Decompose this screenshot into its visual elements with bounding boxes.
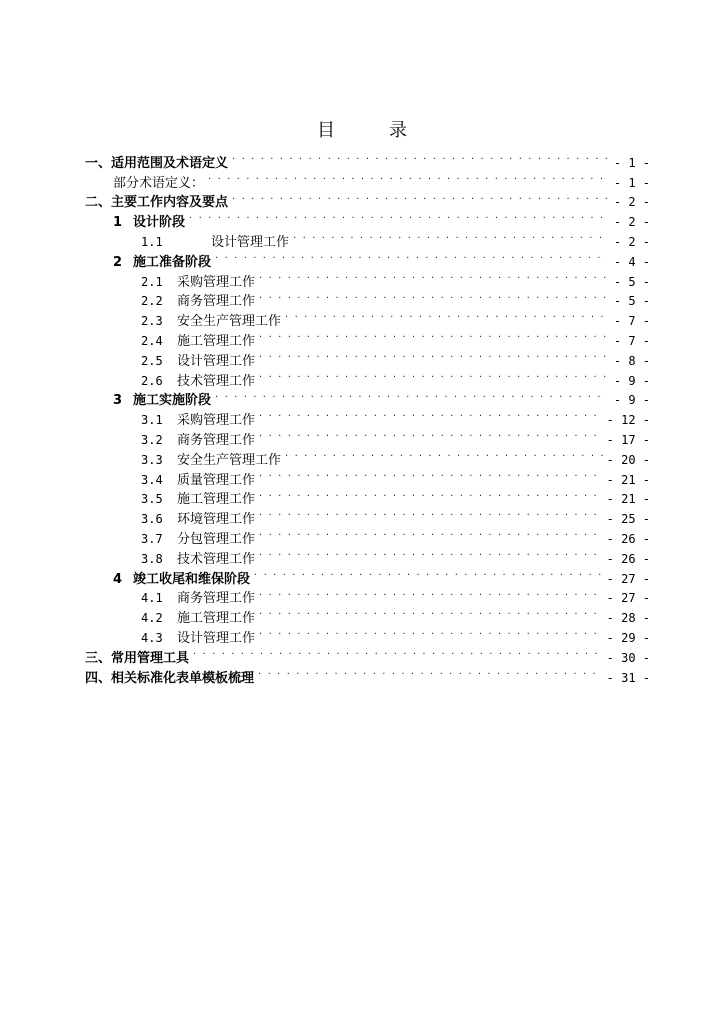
toc-entry-label: 2.5 设计管理工作 (85, 352, 255, 372)
dot-leader (259, 345, 608, 365)
dot-leader (259, 543, 603, 563)
toc-entry-label: 部分术语定义： (113, 175, 205, 191)
toc-page-number: - 26 - (606, 551, 650, 566)
toc-entry[interactable] (85, 147, 650, 171)
dot-leader (259, 404, 603, 424)
toc-page-number: - 12 - (606, 413, 650, 428)
toc-page-number: - 21 - (606, 472, 650, 487)
section-number: 1.1 (141, 234, 163, 249)
toc-entry-label: 2.3 安全生产管理工作 (85, 312, 281, 332)
dot-leader (259, 523, 603, 543)
section-number: 2.6 (141, 373, 163, 388)
section-number: 3.6 (141, 512, 163, 527)
section-number: 2 (113, 254, 123, 270)
toc-page-number: - 1 - (613, 155, 650, 170)
dot-leader (259, 424, 603, 444)
dot-leader (189, 206, 608, 226)
toc-entry-label: 3.6 环境管理工作 (85, 510, 255, 530)
toc-page-number: - 2 - (613, 234, 650, 249)
toc-entry-label: 3.1 采购管理工作 (85, 411, 255, 431)
toc-entry-label: 二、主要工作内容及要点 (85, 195, 229, 211)
dot-leader (232, 147, 608, 167)
section-number: 4 (113, 571, 123, 587)
toc-entry-label: 2 施工准备阶段 (85, 253, 211, 273)
toc-page-number: - 9 - (613, 393, 650, 408)
toc-page-number: - 20 - (606, 452, 650, 467)
dot-leader (232, 187, 608, 207)
toc-entry-label: 四、相关标准化表单模板梳理 (85, 670, 255, 686)
section-number: 3.5 (141, 492, 163, 507)
section-number: 2.2 (141, 294, 163, 309)
section-number: 4.3 (141, 630, 163, 645)
dot-leader (259, 325, 608, 345)
toc-entry-label: 一、适用范围及术语定义 (85, 155, 229, 171)
toc-entry-label: 1.1 设计管理工作 (85, 233, 289, 253)
toc-entry-label: 2.1 采购管理工作 (85, 273, 255, 293)
dot-leader (258, 662, 603, 682)
toc-entry-label: 2.6 技术管理工作 (85, 372, 255, 392)
toc-entry-label: 4 竣工收尾和维保阶段 (85, 570, 250, 590)
dot-leader (285, 305, 608, 325)
section-number: 3.3 (141, 452, 163, 467)
toc-page-number: - 2 - (613, 195, 650, 210)
dot-leader (215, 385, 608, 405)
toc-page-number: - 29 - (606, 630, 650, 645)
dot-leader (259, 266, 608, 286)
toc-page-number: - 5 - (613, 294, 650, 309)
toc-page-number: - 8 - (613, 353, 650, 368)
toc-page-number: - 9 - (613, 373, 650, 388)
toc-entry-label: 三、常用管理工具 (85, 650, 190, 666)
section-number: 3.2 (141, 432, 163, 447)
dot-leader (259, 583, 603, 603)
toc-page-number: - 31 - (606, 670, 650, 685)
table-of-contents (85, 147, 650, 686)
toc-entry-label: 2.4 施工管理工作 (85, 332, 255, 352)
toc-page-number: - 21 - (606, 492, 650, 507)
toc-entry-label: 4.3 设计管理工作 (85, 629, 255, 649)
section-number: 3.1 (141, 413, 163, 428)
dot-leader (259, 484, 603, 504)
section-number: 2.3 (141, 314, 163, 329)
section-number: 3.4 (141, 472, 163, 487)
dot-leader (259, 365, 608, 385)
toc-page-number: - 5 - (613, 274, 650, 289)
dot-leader (285, 444, 603, 464)
toc-page-number: - 27 - (606, 591, 650, 606)
toc-page-number: - 17 - (606, 432, 650, 447)
toc-page-number: - 1 - (613, 175, 650, 190)
section-number: 3.8 (141, 551, 163, 566)
toc-entry-label: 3.4 质量管理工作 (85, 471, 255, 491)
section-number: 3 (113, 393, 123, 409)
section-number: 4.1 (141, 591, 163, 606)
toc-entry-label: 4.1 商务管理工作 (85, 589, 255, 609)
toc-page-number: - 26 - (606, 531, 650, 546)
toc-entry-label: 1 设计阶段 (85, 213, 185, 233)
toc-entry-label: 3.5 施工管理工作 (85, 490, 255, 510)
dot-leader (259, 622, 603, 642)
section-number: 4.2 (141, 611, 163, 626)
toc-page-number: - 4 - (613, 254, 650, 269)
section-number: 3.7 (141, 531, 163, 546)
toc-page-number: - 27 - (606, 571, 650, 586)
toc-page-number: - 28 - (606, 611, 650, 626)
dot-leader (259, 602, 603, 622)
section-number: 2.1 (141, 274, 163, 289)
section-number: 2.5 (141, 353, 163, 368)
toc-entry-label: 3.2 商务管理工作 (85, 431, 255, 451)
dot-leader (193, 642, 603, 662)
toc-page-number: - 7 - (613, 314, 650, 329)
toc-page-number: - 2 - (613, 215, 650, 230)
dot-leader (259, 464, 603, 484)
toc-entry-label: 2.2 商务管理工作 (85, 292, 255, 312)
section-number: 2.4 (141, 333, 163, 348)
toc-entry-label: 3 施工实施阶段 (85, 391, 211, 411)
toc-page-number: - 30 - (606, 650, 650, 665)
dot-leader (215, 246, 608, 266)
toc-entry-label: 3.3 安全生产管理工作 (85, 451, 281, 471)
dot-leader (254, 563, 603, 583)
toc-entry-label: 3.8 技术管理工作 (85, 550, 255, 570)
dot-leader (293, 226, 608, 246)
toc-title: 目 录 (317, 120, 425, 141)
toc-page-number: - 7 - (613, 333, 650, 348)
dot-leader (259, 503, 603, 523)
dot-leader (259, 286, 608, 306)
section-number: 1 (113, 215, 123, 231)
toc-entry-label: 4.2 施工管理工作 (85, 609, 255, 629)
dot-leader (208, 167, 608, 187)
toc-page-number: - 25 - (606, 512, 650, 527)
toc-entry-label: 3.7 分包管理工作 (85, 530, 255, 550)
